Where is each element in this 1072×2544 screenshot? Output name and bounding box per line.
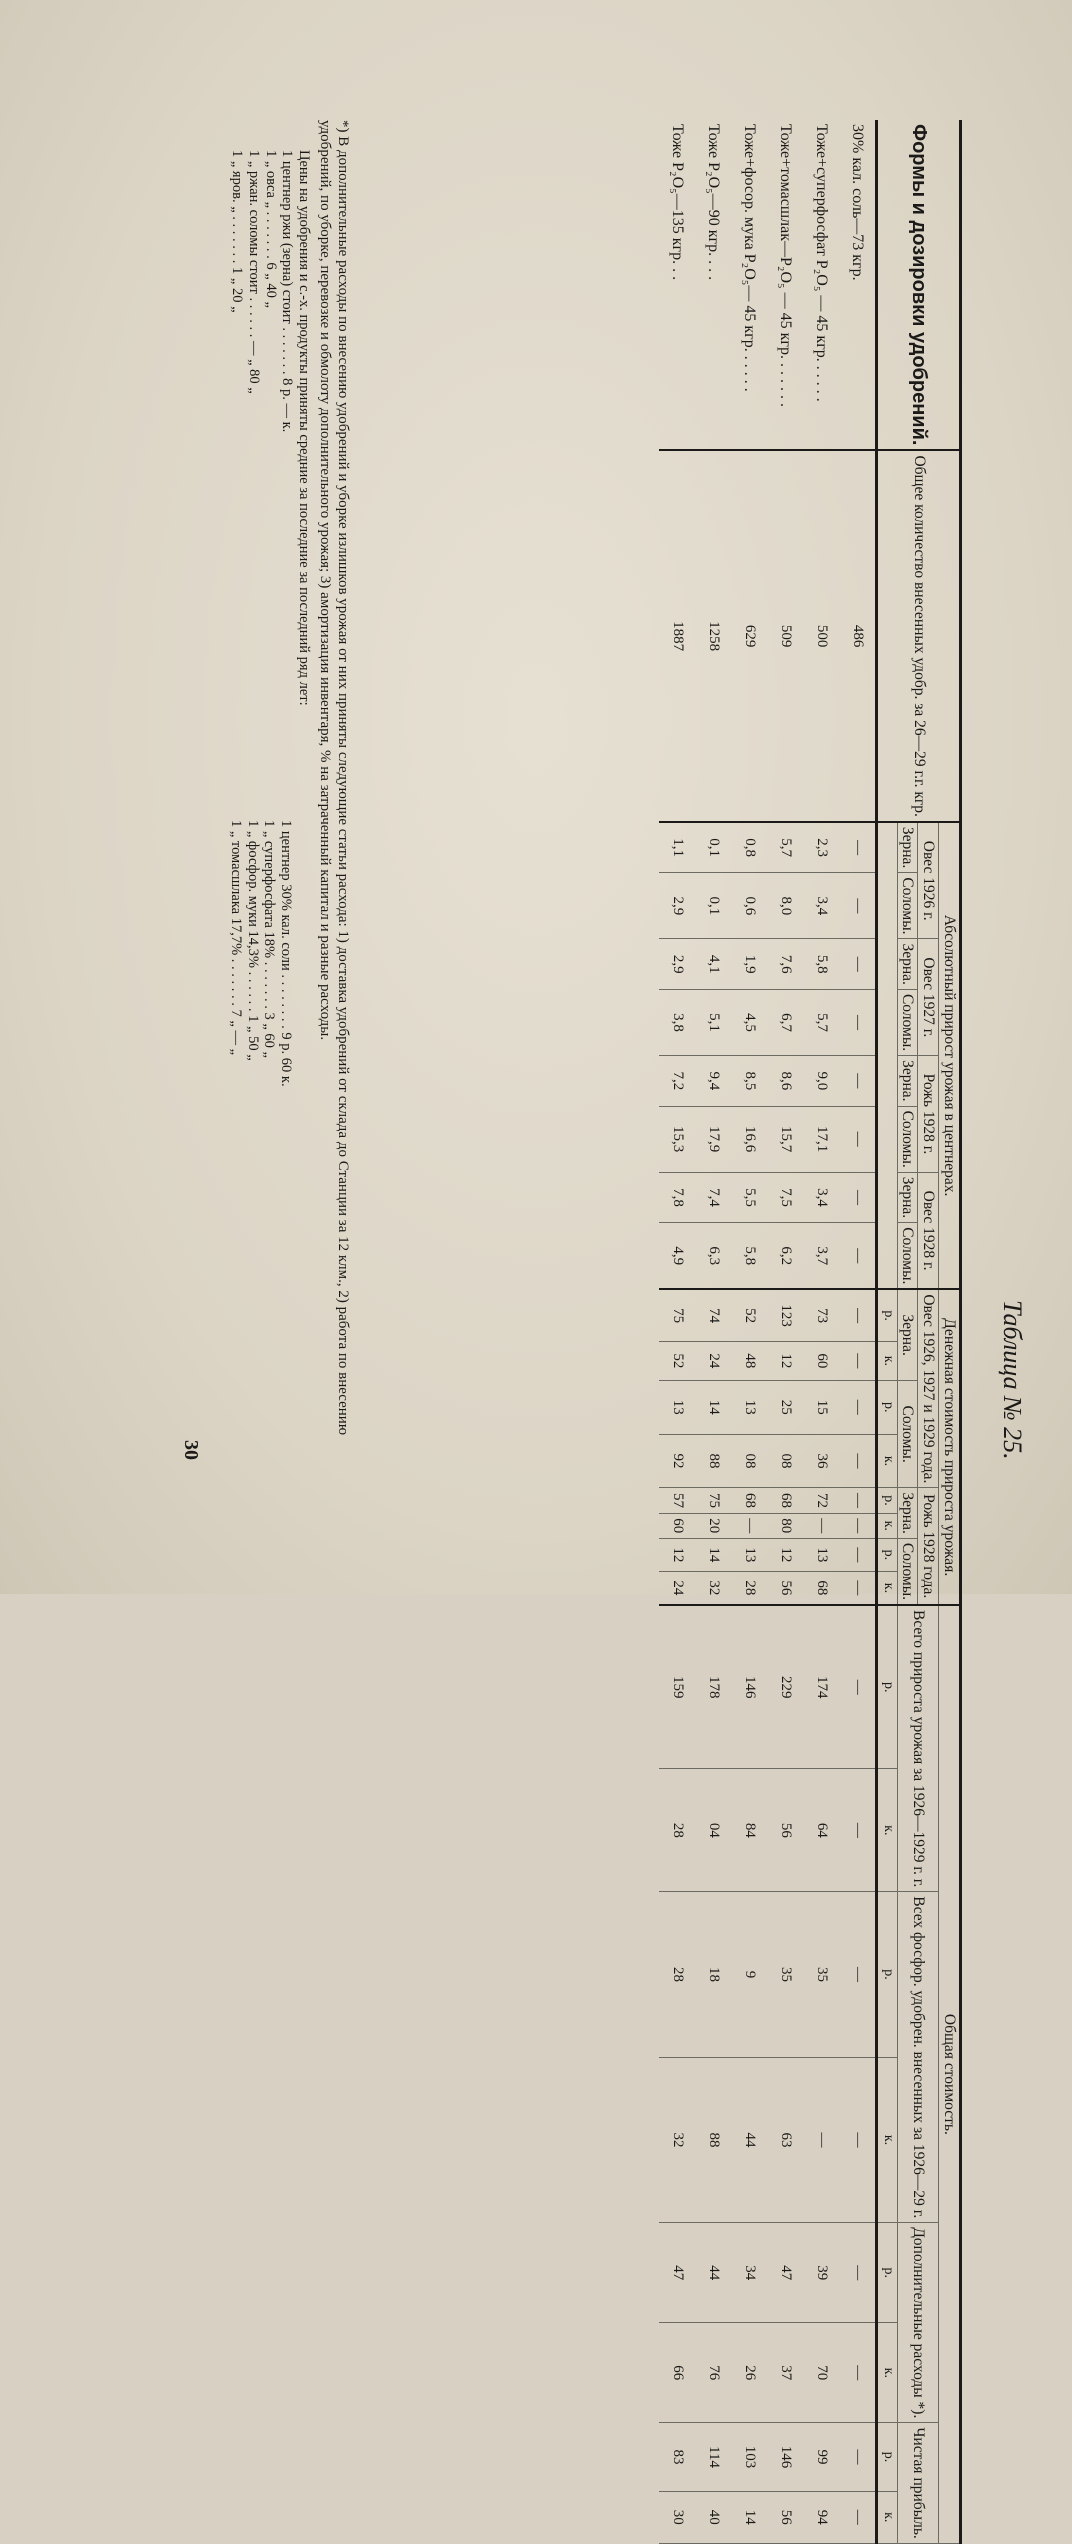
increase-cell: 3,4 bbox=[803, 1172, 839, 1222]
money-cell: — bbox=[839, 1605, 877, 1769]
header-money-value: Денежная стоимость прироста урожая. bbox=[939, 1289, 961, 1605]
money-cell: 44 bbox=[731, 2057, 767, 2222]
table-body bbox=[659, 120, 877, 2543]
header-total-qty: Общее количество внесенных удобр. за 26—29 г.г. кгр. bbox=[877, 450, 961, 821]
increase-cell: 8,5 bbox=[731, 1056, 767, 1106]
row-label: 30% кал. соль—73 кгр. bbox=[839, 120, 877, 450]
increase-cell: — bbox=[839, 1106, 877, 1172]
increase-cell: 4,1 bbox=[695, 939, 731, 989]
header-oat-1926: Овес 1926 г. bbox=[918, 822, 939, 939]
increase-cell: 5,8 bbox=[803, 939, 839, 989]
money-cell: — bbox=[839, 1380, 877, 1434]
unit-rubles: р. bbox=[877, 2223, 897, 2323]
money-cell: 34 bbox=[731, 2223, 767, 2323]
increase-cell: 1,9 bbox=[731, 939, 767, 989]
row-total-qty: 509 bbox=[767, 450, 803, 821]
table-row bbox=[659, 120, 695, 2543]
money-cell: 75 bbox=[659, 1289, 695, 1341]
increase-cell: — bbox=[839, 939, 877, 989]
increase-cell: 16,6 bbox=[731, 1106, 767, 1172]
table-row bbox=[839, 120, 877, 2543]
increase-cell: 7,2 bbox=[659, 1056, 695, 1106]
money-cell: 75 bbox=[695, 1488, 731, 1513]
money-cell: 66 bbox=[659, 2323, 695, 2423]
increase-cell: 0,6 bbox=[731, 873, 767, 939]
money-cell: 20 bbox=[695, 1513, 731, 1538]
money-cell: 60 bbox=[659, 1513, 695, 1538]
money-cell: — bbox=[839, 2423, 877, 2491]
money-cell: 13 bbox=[731, 1538, 767, 1571]
money-cell: 73 bbox=[803, 1289, 839, 1341]
price-line: 1 „ овса „ . . . . . . . 6 „ 40 „ bbox=[262, 150, 279, 308]
increase-cell: 7,4 bbox=[695, 1172, 731, 1222]
price-line: 1 „ фосфор. муки 14,3% . . . . . . 1 „ 50 „ bbox=[244, 820, 261, 1061]
money-cell: 40 bbox=[695, 2491, 731, 2543]
header-grain: Зерна. bbox=[897, 939, 918, 989]
increase-cell: 15,3 bbox=[659, 1106, 695, 1172]
table-row bbox=[731, 120, 767, 2543]
money-cell: 32 bbox=[659, 2057, 695, 2222]
money-cell: — bbox=[839, 2057, 877, 2222]
prices-left bbox=[229, 150, 312, 706]
unit-kopecks: к. bbox=[877, 2491, 897, 2543]
increase-cell: 15,7 bbox=[767, 1106, 803, 1172]
money-cell: 52 bbox=[659, 1341, 695, 1380]
increase-cell: 5,5 bbox=[731, 1172, 767, 1222]
header-straw: Соломы. bbox=[897, 1106, 918, 1172]
increase-cell: 0,1 bbox=[695, 822, 731, 873]
money-cell: 24 bbox=[659, 1571, 695, 1605]
money-cell: 63 bbox=[767, 2057, 803, 2222]
unit-rubles: р. bbox=[877, 1380, 897, 1434]
money-cell: 83 bbox=[659, 2423, 695, 2491]
header-total-cost: Общая стоимость. bbox=[939, 1605, 961, 2543]
header-straw: Соломы. bbox=[897, 1223, 918, 1290]
header-grain: Зерна. bbox=[897, 1172, 918, 1222]
unit-rubles: р. bbox=[877, 2423, 897, 2491]
money-cell: 48 bbox=[731, 1341, 767, 1380]
increase-cell: 5,7 bbox=[767, 822, 803, 873]
increase-cell: — bbox=[839, 1223, 877, 1290]
money-cell: 56 bbox=[767, 1769, 803, 1892]
header-oat-1927: Овес 1927 г. bbox=[918, 939, 939, 1056]
increase-cell: 3,7 bbox=[803, 1223, 839, 1290]
table-row bbox=[767, 120, 803, 2543]
unit-rubles: р. bbox=[877, 1892, 897, 2057]
increase-cell: 8,6 bbox=[767, 1056, 803, 1106]
unit-rubles: р. bbox=[877, 1605, 897, 1769]
row-total-qty: 1258 bbox=[695, 450, 731, 821]
increase-cell: 6,2 bbox=[767, 1223, 803, 1290]
money-cell: — bbox=[839, 2223, 877, 2323]
increase-cell: 9,4 bbox=[695, 1056, 731, 1106]
increase-cell: 8,0 bbox=[767, 873, 803, 939]
money-cell: — bbox=[803, 1513, 839, 1538]
money-cell: 13 bbox=[659, 1380, 695, 1434]
price-line: 1 центнер 30% кал. соли . . . . . . . . 9 р. 60 к. bbox=[278, 820, 294, 1087]
money-cell: 84 bbox=[731, 1769, 767, 1892]
money-cell: 72 bbox=[803, 1488, 839, 1513]
increase-cell: 0,8 bbox=[731, 822, 767, 873]
header-straw: Соломы. bbox=[897, 1380, 918, 1488]
row-label: Тоже+суперфосфат P₂O₅ — 45 кгр. . . . . . bbox=[803, 120, 839, 450]
money-cell: 94 bbox=[803, 2491, 839, 2543]
money-cell: 13 bbox=[803, 1538, 839, 1571]
unit-kopecks: к. bbox=[877, 2323, 897, 2423]
money-cell: 159 bbox=[659, 1605, 695, 1769]
money-cell: — bbox=[839, 2491, 877, 2543]
footnote: *) В дополнительные расходы по внесению удобрений и уборке излишков урожая от них приняты следующие статьи расхода: 1) доставка удобрений от склада до Станции за 12 клм., 2) работа по внесению удобрений, по уборке, перевозке и обмолоту дополнительного урожая; 3) амортизация инвентаря, % на затраченный капитал и разные расходы. bbox=[317, 120, 351, 1436]
header-grain: Зерна. bbox=[897, 822, 918, 873]
header-total-increase: Всего прироста урожая за 1926—1929 г. г. bbox=[897, 1605, 939, 1892]
increase-cell: 7,6 bbox=[767, 939, 803, 989]
header-forms: Формы и дозировки удобрений. bbox=[877, 120, 961, 450]
increase-cell: 2,9 bbox=[659, 939, 695, 989]
increase-cell: 6,3 bbox=[695, 1223, 731, 1290]
row-total-qty: 486 bbox=[839, 450, 877, 821]
money-cell: 68 bbox=[731, 1488, 767, 1513]
header-straw: Соломы. bbox=[897, 1538, 918, 1605]
money-cell: — bbox=[731, 1513, 767, 1538]
header-straw: Соломы. bbox=[897, 873, 918, 939]
table-number: Таблица № 25. bbox=[998, 1300, 1027, 1460]
increase-cell: — bbox=[839, 1056, 877, 1106]
money-cell: 39 bbox=[803, 2223, 839, 2323]
increase-cell: 2,3 bbox=[803, 822, 839, 873]
money-cell: 56 bbox=[767, 1571, 803, 1605]
fertilizer-table bbox=[659, 120, 962, 2544]
increase-cell: 5,1 bbox=[695, 989, 731, 1055]
money-cell: 14 bbox=[695, 1538, 731, 1571]
header-rye-1928-year: Рожь 1928 года. bbox=[918, 1488, 939, 1605]
increase-cell: 3,4 bbox=[803, 873, 839, 939]
increase-cell: 4,9 bbox=[659, 1223, 695, 1290]
money-cell: 25 bbox=[767, 1380, 803, 1434]
row-total-qty: 500 bbox=[803, 450, 839, 821]
money-cell: 04 bbox=[695, 1769, 731, 1892]
money-cell: 146 bbox=[731, 1605, 767, 1769]
prices-right bbox=[227, 820, 312, 1087]
increase-cell: 17,9 bbox=[695, 1106, 731, 1172]
money-cell: — bbox=[839, 1341, 877, 1380]
increase-cell: 4,5 bbox=[731, 989, 767, 1055]
money-cell: 114 bbox=[695, 2423, 731, 2491]
increase-cell: 6,7 bbox=[767, 989, 803, 1055]
money-cell: 146 bbox=[767, 2423, 803, 2491]
increase-cell: — bbox=[839, 1172, 877, 1222]
row-total-qty: 629 bbox=[731, 450, 767, 821]
price-line: 1 „ суперфосфата 18% . . . . . . . 3 „ 60 „ bbox=[261, 820, 278, 1058]
header-straw: Соломы. bbox=[897, 989, 918, 1055]
header-net-profit: Чистая прибыль. bbox=[897, 2423, 939, 2543]
header-extra-expenses: Дополнительные расходы *). bbox=[897, 2223, 939, 2423]
header-grain: Зерна. bbox=[897, 1056, 918, 1106]
header-all-phos: Всех фосфор. удобрен. внесенных за 1926—29 г. bbox=[897, 1892, 939, 2223]
money-cell: 36 bbox=[803, 1434, 839, 1488]
increase-cell: — bbox=[839, 822, 877, 873]
money-cell: 68 bbox=[803, 1571, 839, 1605]
money-cell: 123 bbox=[767, 1289, 803, 1341]
money-cell: 68 bbox=[767, 1488, 803, 1513]
money-cell: 56 bbox=[767, 2491, 803, 2543]
money-cell: 74 bbox=[695, 1289, 731, 1341]
increase-cell: 5,7 bbox=[803, 989, 839, 1055]
money-cell: 47 bbox=[767, 2223, 803, 2323]
money-cell: 08 bbox=[767, 1434, 803, 1488]
money-cell: — bbox=[839, 1571, 877, 1605]
increase-cell: 1,1 bbox=[659, 822, 695, 873]
unit-kopecks: к. bbox=[877, 1434, 897, 1488]
unit-rubles: р. bbox=[877, 1488, 897, 1513]
money-cell: — bbox=[839, 1289, 877, 1341]
money-cell: — bbox=[839, 2323, 877, 2423]
money-cell: 12 bbox=[767, 1538, 803, 1571]
money-cell: 92 bbox=[659, 1434, 695, 1488]
money-cell: 174 bbox=[803, 1605, 839, 1769]
money-cell: 103 bbox=[731, 2423, 767, 2491]
increase-cell: 7,8 bbox=[659, 1172, 695, 1222]
page-number: 30 bbox=[180, 1440, 202, 1460]
money-cell: 13 bbox=[731, 1380, 767, 1434]
header-grain: Зерна. bbox=[897, 1289, 918, 1380]
money-cell: 12 bbox=[767, 1341, 803, 1380]
money-cell: — bbox=[839, 1513, 877, 1538]
header-spacer bbox=[877, 822, 897, 1290]
row-label: Тоже P₂O₅—90 кгр. . . . bbox=[695, 120, 731, 450]
money-cell: 14 bbox=[731, 2491, 767, 2543]
increase-cell: 17,1 bbox=[803, 1106, 839, 1172]
money-cell: 32 bbox=[695, 1571, 731, 1605]
money-cell: 08 bbox=[731, 1434, 767, 1488]
money-cell: 28 bbox=[659, 1892, 695, 2057]
money-cell: — bbox=[839, 1434, 877, 1488]
money-cell: 52 bbox=[731, 1289, 767, 1341]
money-cell: 60 bbox=[803, 1341, 839, 1380]
header-grain: Зерна. bbox=[897, 1488, 918, 1538]
unit-kopecks: к. bbox=[877, 1769, 897, 1892]
money-cell: 35 bbox=[767, 1892, 803, 2057]
money-cell: 70 bbox=[803, 2323, 839, 2423]
increase-cell: — bbox=[839, 873, 877, 939]
unit-kopecks: к. bbox=[877, 1571, 897, 1605]
money-cell: — bbox=[839, 1892, 877, 2057]
money-cell: 37 bbox=[767, 2323, 803, 2423]
header-oat-1926-29: Овес 1926, 1927 и 1929 года. bbox=[918, 1289, 939, 1488]
table-row bbox=[803, 120, 839, 2543]
increase-cell: 0,1 bbox=[695, 873, 731, 939]
money-cell: 229 bbox=[767, 1605, 803, 1769]
money-cell: 28 bbox=[659, 1769, 695, 1892]
row-label: Тоже P₂O₅—135 кгр. . . bbox=[659, 120, 695, 450]
money-cell: 14 bbox=[695, 1380, 731, 1434]
money-cell: — bbox=[803, 2057, 839, 2222]
price-line: 1 центнер ржи (зерна) стоит . . . . . . . 8 р. — к. bbox=[279, 150, 296, 433]
prices-title: Цены на удобрения и с.-х. продукты приняты средние за последние за последний ряд лет: bbox=[296, 150, 312, 706]
price-line: 1 „ яров. „ . . . . . . . 1 „ 20 „ bbox=[229, 150, 246, 313]
increase-cell: 7,5 bbox=[767, 1172, 803, 1222]
price-line: 1 „ томасшлака 17,7% . . . . . . . 7 „ — „ bbox=[227, 820, 244, 1056]
increase-cell: 2,9 bbox=[659, 873, 695, 939]
money-cell: 28 bbox=[731, 1571, 767, 1605]
money-cell: — bbox=[839, 1769, 877, 1892]
header-rye-1928: Рожь 1928 г. bbox=[918, 1056, 939, 1173]
row-total-qty: 1887 bbox=[659, 450, 695, 821]
money-cell: 76 bbox=[695, 2323, 731, 2423]
money-cell: 24 bbox=[695, 1341, 731, 1380]
money-cell: 64 bbox=[803, 1769, 839, 1892]
money-cell: 47 bbox=[659, 2223, 695, 2323]
money-cell: 57 bbox=[659, 1488, 695, 1513]
money-cell: 18 bbox=[695, 1892, 731, 2057]
money-cell: 9 bbox=[731, 1892, 767, 2057]
money-cell: 80 bbox=[767, 1513, 803, 1538]
header-oat-1928: Овес 1928 г. bbox=[918, 1172, 939, 1289]
header-abs-increase: Абсолютный прирост урожая в центнерах. bbox=[939, 822, 961, 1290]
money-cell: 88 bbox=[695, 2057, 731, 2222]
money-cell: 99 bbox=[803, 2423, 839, 2491]
money-cell: 26 bbox=[731, 2323, 767, 2423]
money-cell: 15 bbox=[803, 1380, 839, 1434]
price-line: 1 „ ржан. соломы стоит . . . . . . — „ 80 „ bbox=[245, 150, 262, 394]
unit-rubles: р. bbox=[877, 1289, 897, 1341]
money-cell: 12 bbox=[659, 1538, 695, 1571]
unit-kopecks: к. bbox=[877, 1341, 897, 1380]
money-cell: 35 bbox=[803, 1892, 839, 2057]
unit-kopecks: к. bbox=[877, 2057, 897, 2222]
row-label: Тоже+фосор. мука P₂O₅— 45 кгр. . . . . . bbox=[731, 120, 767, 450]
increase-cell: 5,8 bbox=[731, 1223, 767, 1290]
unit-rubles: р. bbox=[877, 1538, 897, 1571]
table-row bbox=[695, 120, 731, 2543]
money-cell: 30 bbox=[659, 2491, 695, 2543]
money-cell: 178 bbox=[695, 1605, 731, 1769]
money-cell: — bbox=[839, 1538, 877, 1571]
money-cell: 44 bbox=[695, 2223, 731, 2323]
money-cell: 88 bbox=[695, 1434, 731, 1488]
increase-cell: 3,8 bbox=[659, 989, 695, 1055]
increase-cell: — bbox=[839, 989, 877, 1055]
increase-cell: 9,0 bbox=[803, 1056, 839, 1106]
money-cell: — bbox=[839, 1488, 877, 1513]
row-label: Тоже+томасшлак—P₂O₅ — 45 кгр. . . . . . . bbox=[767, 120, 803, 450]
unit-kopecks: к. bbox=[877, 1513, 897, 1538]
